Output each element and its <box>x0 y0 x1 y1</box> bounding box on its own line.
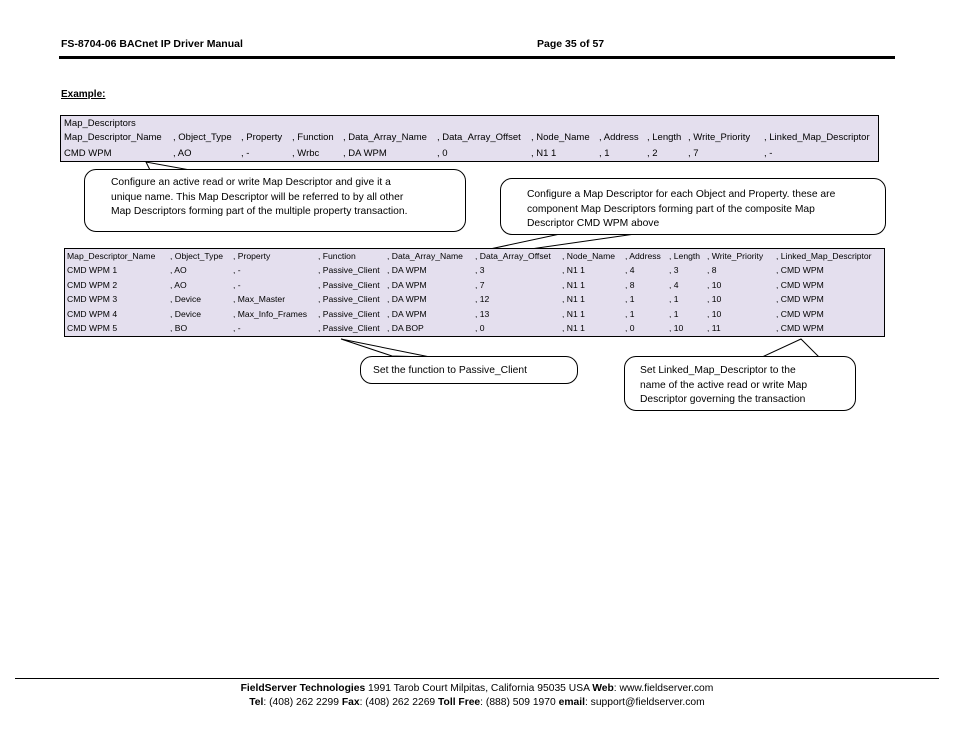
callout-text-line: Configure a Map Descriptor for each Object and Property. these are <box>527 189 836 200</box>
table-header-cell: , Function <box>292 132 334 143</box>
table-cell: CMD WPM 2 <box>67 279 118 290</box>
table-cell: CMD WPM 4 <box>67 308 118 319</box>
table-cell: , AO <box>170 279 187 290</box>
table-cell: , 8 <box>625 279 635 290</box>
footer-rule <box>15 678 939 679</box>
table-cell: , - <box>241 148 250 159</box>
component-descriptors-table <box>64 248 885 337</box>
example-label: Example: <box>61 89 106 100</box>
table-title: Map_Descriptors <box>64 118 136 129</box>
table-cell: , N1 1 <box>562 308 585 319</box>
table-header-cell: , Node_Name <box>531 132 590 143</box>
table-cell: CMD WPM <box>64 148 112 159</box>
table-header-cell: , Data_Array_Offset <box>475 251 551 261</box>
web-value: : www.fieldserver.com <box>613 683 714 694</box>
callout-text-line: unique name. This Map Descriptor will be referred to by all other <box>111 191 404 203</box>
table-cell: , 1 <box>599 148 610 159</box>
table-cell: , Passive_Client <box>318 294 380 304</box>
table-cell: , Device <box>170 308 202 319</box>
callout-passive-client <box>360 356 578 384</box>
table-cell: , 12 <box>475 294 490 304</box>
table-header-cell: , Linked_Map_Descriptor <box>764 132 870 143</box>
pointer-c3 <box>341 339 430 357</box>
table-header-cell: , Linked_Map_Descriptor <box>776 251 872 261</box>
callout-text-line: Descriptor CMD WPM above <box>527 218 660 229</box>
table-header-cell: , Write_Priority <box>688 132 751 143</box>
table-cell: , DA WPM <box>387 265 427 275</box>
table-cell: , - <box>233 265 241 275</box>
table-cell: , Wrbc <box>292 148 320 159</box>
table-header-cell: , Address <box>625 251 661 261</box>
table-cell: CMD WPM 3 <box>67 294 118 304</box>
company-name: FieldServer Technologies <box>240 683 366 694</box>
table-cell: , AO <box>173 148 192 159</box>
table-cell: , 0 <box>625 323 635 333</box>
table-header-cell: , Data_Array_Offset <box>437 132 521 143</box>
table-cell: , CMD WPM <box>776 265 824 275</box>
fax-label: Fax <box>341 697 360 708</box>
page-number: Page 35 of 57 <box>537 38 605 50</box>
table-cell: , - <box>233 323 241 333</box>
table-cell: , 7 <box>475 279 485 290</box>
table-header-cell: , Object_Type <box>170 251 224 261</box>
footer-line-1 <box>0 683 954 694</box>
table-header-cell: , Property <box>233 251 271 261</box>
table-cell: , 10 <box>707 279 722 290</box>
callout-text-line: Set the function to Passive_Client <box>373 365 527 376</box>
table-cell: , 1 <box>625 308 635 319</box>
table-header-cell: , Data_Array_Name <box>343 132 427 143</box>
table-cell: CMD WPM 5 <box>67 323 118 333</box>
table-cell: , 1 <box>625 294 635 304</box>
table-cell: , 2 <box>647 148 658 159</box>
table-cell: , N1 1 <box>531 148 557 159</box>
callout-component-descriptors <box>500 178 886 235</box>
table-cell: , 13 <box>475 308 490 319</box>
footer-line-2 <box>0 697 954 708</box>
table-cell: , DA WPM <box>387 279 427 290</box>
table-cell: , DA WPM <box>387 294 427 304</box>
table-cell: , CMD WPM <box>776 323 824 333</box>
tollfree-label: Toll Free <box>438 697 481 708</box>
table-cell: , CMD WPM <box>776 308 824 319</box>
table-cell: , 10 <box>707 294 722 304</box>
callout-text-line: Set Linked_Map_Descriptor to the <box>640 365 796 376</box>
table-header-cell: Map_Descriptor_Name <box>64 132 162 143</box>
email-value: : support@fieldserver.com <box>584 697 705 708</box>
table-cell: , 4 <box>669 279 679 290</box>
table-cell: , 3 <box>475 265 485 275</box>
table-cell: , Max_Info_Frames <box>233 308 308 319</box>
table-header-cell: , Address <box>599 132 639 143</box>
table-cell: , 0 <box>437 148 448 159</box>
table-header-cell: Map_Descriptor_Name <box>67 251 156 261</box>
callout-active-descriptor <box>84 169 466 232</box>
table-header-cell: , Length <box>669 251 701 261</box>
table-cell: , DA BOP <box>387 323 424 333</box>
tollfree-value: : (888) 509 1970 <box>480 697 559 708</box>
table-cell: , CMD WPM <box>776 294 824 304</box>
table-cell: , CMD WPM <box>776 279 824 290</box>
table-header-cell: , Function <box>318 251 356 261</box>
table-cell: , Passive_Client <box>318 308 380 319</box>
table-cell: , Passive_Client <box>318 279 380 290</box>
table-cell: , DA WPM <box>343 148 387 159</box>
callout-text-line: Configure an active read or write Map Descriptor and give it a <box>111 177 391 188</box>
tel-label: Tel <box>249 697 264 708</box>
table-cell: , 1 <box>669 294 679 304</box>
callout-text-line: Descriptor governing the transaction <box>640 394 806 405</box>
table-cell: , N1 1 <box>562 323 585 333</box>
table-cell: , N1 1 <box>562 294 585 304</box>
table-cell: , 8 <box>707 265 717 275</box>
callout-text-line: component Map Descriptors forming part of the composite Map <box>527 203 815 215</box>
table-cell: , 3 <box>669 265 679 275</box>
table-cell: , 10 <box>707 308 722 319</box>
email-label: email <box>558 697 585 708</box>
table-header-cell: , Object_Type <box>173 132 232 143</box>
table-header-cell: , Property <box>241 132 283 143</box>
table-cell: , - <box>233 279 241 290</box>
table-cell: , 11 <box>707 323 721 333</box>
table-cell: , - <box>764 148 773 159</box>
table-cell: , 0 <box>475 323 485 333</box>
table-cell: , 1 <box>669 308 679 319</box>
fax-value: : (408) 262 2269 <box>359 697 439 708</box>
table-cell: , N1 1 <box>562 279 585 290</box>
table-cell: CMD WPM 1 <box>67 265 118 275</box>
table-header-cell: , Node_Name <box>562 251 616 261</box>
table-header-cell: , Write_Priority <box>707 251 764 261</box>
table-cell: , 4 <box>625 265 635 275</box>
table-cell: , 7 <box>688 148 699 159</box>
table-cell: , BO <box>170 323 188 333</box>
table-cell: , Max_Master <box>233 294 286 304</box>
table-cell: , AO <box>170 265 187 275</box>
table-header-cell: , Length <box>647 132 682 143</box>
table-cell: , N1 1 <box>562 265 585 275</box>
tel-value: : (408) 262 2299 <box>263 697 342 708</box>
table-cell: , DA WPM <box>387 308 427 319</box>
table-cell: , Device <box>170 294 202 304</box>
document-title: FS-8704-06 BACnet IP Driver Manual <box>61 38 243 50</box>
callout-linked-descriptor <box>624 356 856 411</box>
table-cell: , Passive_Client <box>318 323 380 333</box>
table-cell: , 10 <box>669 323 684 333</box>
table-header-cell: , Data_Array_Name <box>387 251 463 261</box>
callout-text-line: name of the active read or write Map <box>640 379 808 391</box>
company-address: 1991 Tarob Court Milpitas, California 95035 USA <box>365 683 593 694</box>
table-cell: , Passive_Client <box>318 265 380 275</box>
callout-text-line: Map Descriptors forming part of the multiple property transaction. <box>111 206 408 217</box>
web-label: Web <box>592 683 614 694</box>
